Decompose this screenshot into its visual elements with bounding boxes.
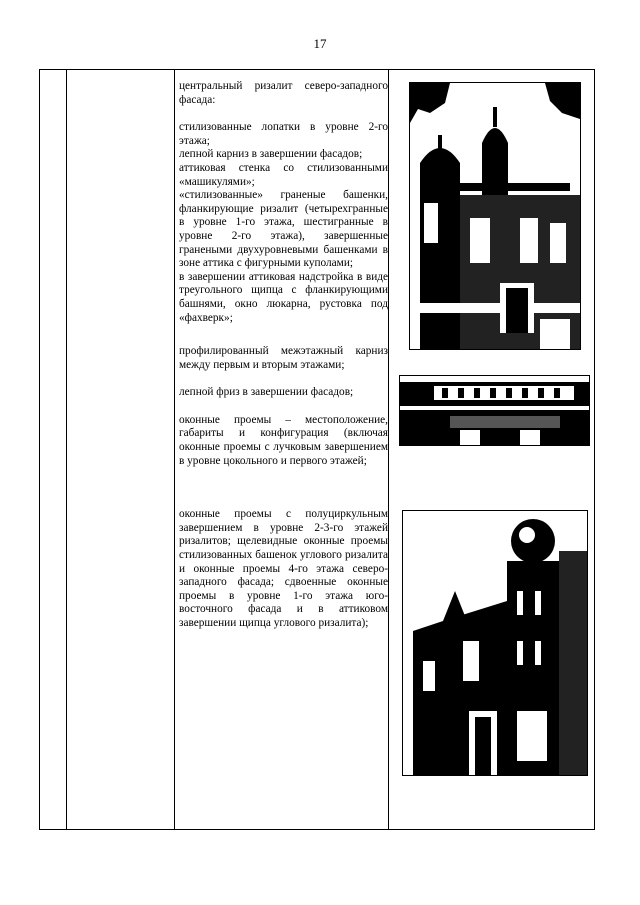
- corner-tower-photo: [402, 510, 588, 776]
- item-window-openings: оконные проемы – местоположение, габариты и конфигурация (включая оконные проемы с лучковым завершением в уровне цокольного и первого этажей;: [179, 413, 388, 467]
- item-semicircular-windows: оконные проемы с полуциркульным завершением в уровне 2-3-го этажей ризалитов; щелевидные оконные проемы стилизованных башенок углового ризалита и оконные проемы 4-го этажа северо-западного фасада; сдвоенные оконные проемы в уровне 1-го этажа юго-восточного фасада и в аттиковом завершении щипца углового ризалита);: [179, 508, 388, 629]
- page-number: 17: [313, 36, 327, 51]
- item-pilasters: стилизованные лопатки в уровне 2-го этажа;: [179, 121, 388, 147]
- item-interfloor-cornice: профилированный межэтажный карниз между первым и вторым этажами;: [179, 345, 388, 371]
- description-column: [179, 80, 388, 631]
- item-frieze: лепной фриз в завершении фасадов;: [179, 386, 354, 399]
- item-towers: «стилизованные» граненые башенки, фланкирующие ризалит (четырехгранные в уровне 1-го этажа, шестигранные в уровне 2-го этажа), завершенные гранеными двухуровневыми башенками в зоне аттика с фигурными куполами;: [179, 189, 388, 270]
- cornice-photo: [399, 375, 590, 446]
- item-central-risalit: центральный ризалит северо-западного фасада:: [179, 80, 388, 106]
- item-attic-superstructure: в завершении аттиковая надстройка в виде треугольного щипца с фланкирующими башнями, окно люкарна, рустовка под «фахверк»;: [179, 270, 388, 324]
- item-attic-wall: аттиковая стенка со стилизованными «машикулями»;: [179, 161, 388, 188]
- heritage-table: [39, 69, 595, 830]
- column-divider: [174, 70, 175, 829]
- column-divider: [388, 70, 389, 829]
- column-divider: [66, 70, 67, 829]
- item-cornice: лепной карниз в завершении фасадов;: [179, 148, 363, 161]
- facade-photo: [409, 82, 581, 350]
